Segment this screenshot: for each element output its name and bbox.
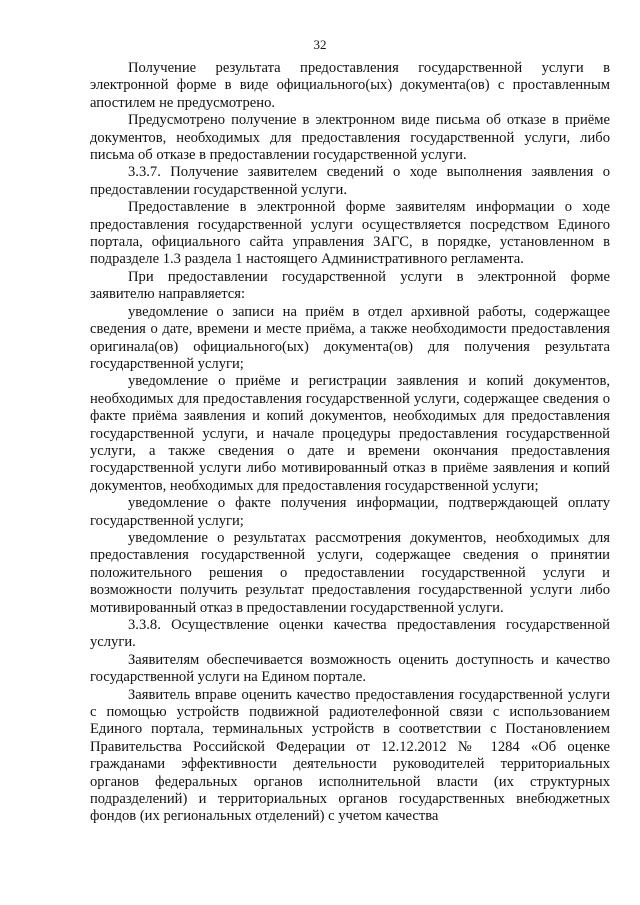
paragraph-progress-info: Предоставление в электронной форме заявителям информации о ходе предоставления государственной услуги осуществляется посредством Единого портала, официального сайта управления ЗАГС, в порядке, установленном в подразделе 1.3 раздела 1 настоящего Административного регламента. <box>90 199 610 268</box>
paragraph-registration-notice: уведомление о приёме и регистрации заявления и копий документов, необходимых для предоставления государственной услуги, содержащее сведения о факте приёма заявления и копий документов, необходимых для предоставления государственной услуги, и начале процедуры предоставления государственной услуги, а также сведения о дате и времени окончания предоставления государственной услуги либо мотивированный отказ в приёме заявления и копий документов, необходимых для предоставления государственной услуги; <box>90 373 610 494</box>
paragraph-payment-notice: уведомление о факте получения информации, подтверждающей оплату государственной услуги; <box>90 495 610 529</box>
page-number: 32 <box>313 37 327 52</box>
paragraph-section-3-3-7: 3.3.7. Получение заявителем сведений о ходе выполнения заявления о предоставлении государственной услуги. <box>90 164 610 198</box>
paragraph-section-3-3-8: 3.3.8. Осуществление оценки качества предоставления государственной услуги. <box>90 617 610 651</box>
paragraph-refusal-letter: Предусмотрено получение в электронном виде письма об отказе в приёме документов, необходимых для предоставления государственной услуги, либо письма об отказе в предоставлении государственной услуги. <box>90 112 610 164</box>
paragraph-appointment-notice: уведомление о записи на приём в отдел архивной работы, содержащее сведения о дате, времени и месте приёма, а также необходимости предоставления оригинала(ов) официального(ых) документа(ов) для получения результата государственной услуги; <box>90 303 610 372</box>
paragraph-quality-assessment: Заявителям обеспечивается возможность оценить доступность и качество государственной услуги на Едином портале. <box>90 651 610 686</box>
paragraph-results-notice: уведомление о результатах рассмотрения документов, необходимых для предоставления государственной услуги, содержащее сведения о принятии положительного решения о предоставлении государственной услуги и возможности получить результат предоставления государственной услуги либо мотивированный отказ в предоставлении государственной услуги. <box>90 529 610 616</box>
document-body <box>90 60 610 826</box>
paragraph-notifications-intro: При предоставлении государственной услуги в электронной форме заявителю направляется: <box>90 268 610 303</box>
paragraph-applicant-rating: Заявитель вправе оценить качество предоставления государственной услуги с помощью устройств подвижной радиотелефонной связи с использованием Единого портала, терминальных устройств в соответствии с Постановлением Правительства Российской Федерации от 12.12.2012 № 1284 «Об оценке гражданами эффективности деятельности руководителей территориальных органов федеральных органов исполнительной власти (их структурных подразделений) и территориальных органов государственных внебюджетных фондов (их региональных отделений) с учетом качества <box>90 686 610 825</box>
paragraph-apostille-not-provided: Получение результата предоставления государственной услуги в электронной форме в виде официального(ых) документа(ов) с проставленным апостилем не предусмотрено. <box>90 60 610 111</box>
